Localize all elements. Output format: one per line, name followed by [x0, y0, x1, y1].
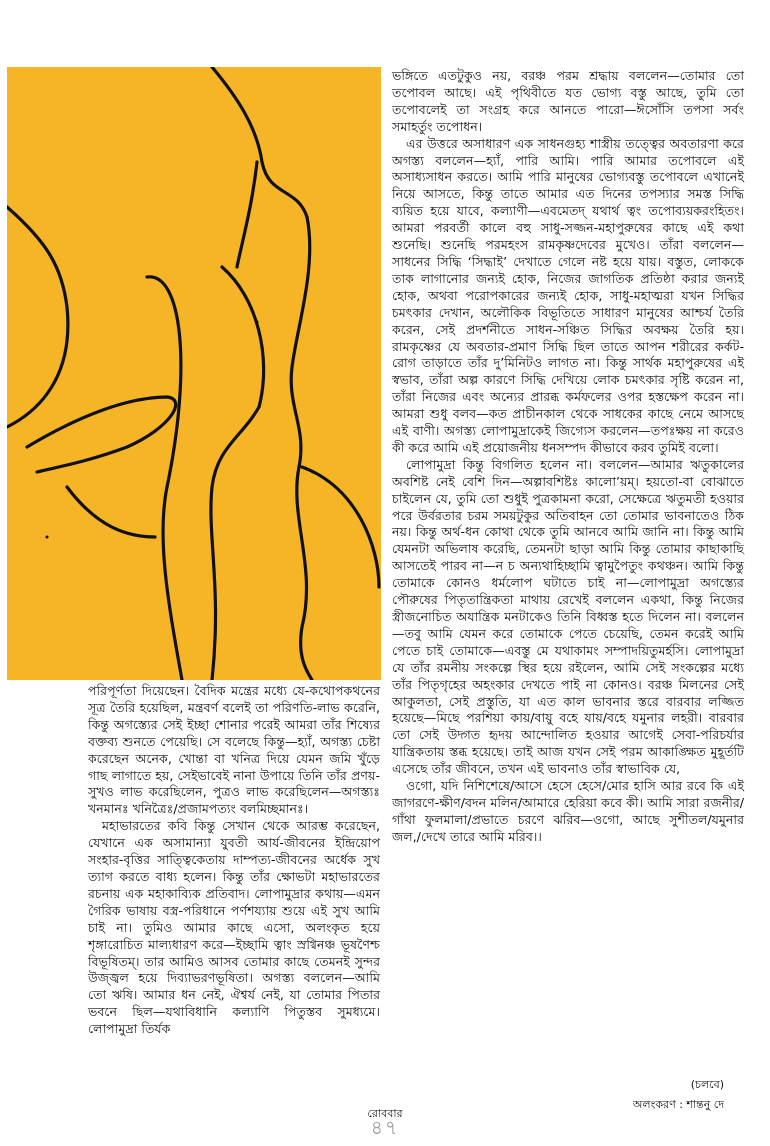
paragraph: ভঙ্গিতে এতটুকুও নয়, বরঞ্চ পরম শ্রদ্ধায় বললেন—তোমার তো তপোবল আছে। এই পৃথিবীতে যত ভোগ্য বস্তু আছে, তুমি তো তপোবলেই তা সংগ্রহ করে আনতে পারো—ঈসোঁসি তপসা সর্বং সমাহর্তুং তপোধন।: [392, 68, 744, 134]
article-column-right: [392, 68, 744, 846]
article-column-left: [88, 683, 380, 1038]
paragraph: পরিপূর্ণতা দিয়েছেন। বৈদিক মন্ত্রের মধ্যে যে-কথোপকথনের সূত্র তৈরি হয়েছিল, মন্ত্রবর্ণ বলেই তা পরিণতি-লাভ করেনি, কিন্তু অগস্ত্যের সেই ইচ্ছা শোনার পরেই আমরা তাঁর শিষ্যের বক্তব্য শুনতে পেয়েছি। সে বলেছে কিন্তু—হ্যাঁ, অগস্ত্য চেষ্টা করেছেন অনেক, খোন্তা বা খনিত্র দিয়ে যেমন জমি খুঁড়ে গাছ লাগাতে হয়, সেইভাবেই নানা উপায়ে তিনি তাঁর প্রণয়-সুখও লাভ করেছিলেন, পুত্রও লাভ করেছিলেন—অগস্ত্যঃ খনমানঃ খনিত্রৈঃ/প্রজামপত্যং বলমিচ্ছমানঃ।: [88, 683, 380, 817]
paragraph: মহাভারতের কবি কিন্তু সেখান থেকে আরম্ভ করেছেন, যেখানে এক অসামান্যা যুবতী আর্য-জীবনের ইন্দ্রিয়োপ সংহার-বৃত্তির সাত্ত্বিকেতায় দাম্পত্য-জীবনের অর্ধেক সুখ ত্যাগ করতে বাধ্য হলেন। কিন্তু তাঁর ক্ষোভটা মহাভারতের রচনায় এক মহাকাব্যিক প্রতিবাদ। লোপামুদ্রার কথায়—এমন গৈরিক ভাষায় বস্ত্র-পরিধানে পর্ণশয্যায় শুয়ে এই সুখ আমি চাই না। তুমিও আমার কাছে এসো, অলংকৃত হয়ে শৃঙ্গারোচিত মাল্যধারণ করে—ইচ্ছামি ত্বাং স্রগ্বিনঞ্চ ভূষণৈশ্চ বিভূষিতম্‌। তার আমিও আসব তোমার কাছে তেমনই সুন্দর উজ্জ্বল হয়ে দিব্যাভরণভূষিতা। অগস্ত্য বললেন—আমি তো ঋষি। আমার ধন নেই, ঐশ্বর্য নেই, যা তোমার পিতার ভবনে ছিল—যথাবিধানি কল্যাণি পিতুস্তব সুমধ্যমে। লোপামুদ্রা তির্যক: [88, 818, 380, 1037]
line-drawing-faces: [7, 67, 381, 680]
paragraph: লোপামুদ্রা কিন্তু বিগলিত হলেন না। বললেন—আমার ঋতুকালের অবশিষ্ট নেই বেশি দিন—অল্পাবশিষ্টঃ কালো’য়ম্‌। হয়তো-বা বোঝাতে চাইলেন যে, তুমি তো শুধুই পুত্রকামনা করো, সেক্ষেত্রে ঋতুমতী হওয়ার পরে উর্বরতার চরম সময়টুকুর অতিবাহন তো তোমার ভাবনাতেও ঠিক নয়। কিন্তু অর্থ-ধন কোথা থেকে তুমি আনবে আমি জানি না। কিন্তু আমি যেমনটা অভিলাষ করেছি, তেমনটা ছাড়া আমি কিন্তু তোমার কাছাকাছি আসতেই পারব না—ন চ অন্যথাহিচ্ছামি ত্বামুপৈতুং কথঞ্চন। আমি কিন্তু তোমাকে কোনও ধর্মলোপ ঘটাতে চাই না—লোপামুদ্রা অগস্ত্যের পৌরুষের পিতৃতান্ত্রিকতা মাথায় রেখেই বললেন একথা, কিন্তু নিজের স্ত্রীজনোচিত অযান্ত্রিক মনটাকেও তিনি বিধ্বস্ত হতে দিলেন না। বললেন—তবু আমি যেমন করে তোমাকে পেতে চেয়েছি, তেমন করেই আমি পেতে চাই তোমাকে—এবস্তু মে যথাকামং সম্পাদয়িতুমর্হসি। লোপামুদ্রা যে তাঁর রমনীয় সংকল্পে স্থির হয়ে রইলেন, আমি সেই সংকল্পের মধ্যে তাঁর পিতৃগৃহের অহংকার দেখতে পাই না কোনও। বরঞ্চ মিলনের সেই আকুলতা, সেই প্রস্তুতি, যা এত কাল ভাবনার স্তরে বারবার লজ্জিত হয়েছে—মিছে পরশিয়া কায়/বায়ু বহে যায়/বহে যমুনার লহরী। বারবার তো সেই উদ্গত হৃদয় আন্দোলিত হওয়ার আগেই সেবা-পরিচর্যার যান্ত্রিকতায় স্তব্ধ হয়েছে। তাই আজ যখন সেই পরম আকাঙ্ক্ষিত মুহূর্তটি এসেছে তাঁর জীবনে, তখন এই ভাবনাও তাঁর স্বাভাবিক যে,: [392, 456, 744, 777]
continued-note: (চলবে): [690, 1078, 724, 1091]
magazine-name: রোববার: [367, 1107, 403, 1120]
page-number: ৪৭: [370, 1117, 400, 1139]
paragraph: এর উত্তরে অসাধারণ এক সাধনগুহ্য শাস্ত্রীয় তত্ত্বের অবতারণা করে অগস্ত্য বললেন—হ্যাঁ, পারি আমি। পারি আমার তপোবলে এই অসাধ্যসাধন করতে। আমি পারি মানুষের ভোগ্যবস্তু তপোবলে এখানেই নিয়ে আসতে, কিন্তু তাতে আমার এত দিনের তপস্যার সমস্ত সিদ্ধি ব্যয়িত হয়ে যাবে, কল্যাণী—এবমেতদ্‌ যথার্থ ত্বং তপোব্যয়করংহিতং। আমরা পরবর্তী কালে বহু সাধু-সজ্জন-মহাপুরুষের কাছে এই কথা শুনেছি। শুনেছি পরমহংস রামকৃষ্ণদেবের মুখেও। তাঁরা বললেন—সাধনের সিদ্ধি ‘সিদ্ধাই’ দেখাতে গেলে নষ্ট হয়ে যায়। বস্তুত, লোককে তাক লাগানোর জন্যই হোক, নিজের জাগতিক প্রতিষ্ঠা করার জন্যই হোক, অথবা পরোপকারের জন্যই হোক, সাধু-মহাত্মরা যখন সিদ্ধির চমৎকার দেখান, অলৌকিক বিভূতিতে সাধারণ মানুষের আশ্চর্য তৈরি করেন, সেই প্রদর্শনীতে সাধন-সঞ্চিত সিদ্ধির অবক্ষয় তৈরি হয়। রামকৃষ্ণের যে অবতার-প্রমাণ সিদ্ধি ছিল তাতে আপন শরীরের কর্কট-রোগ তাড়াতে তাঁর দু’মিনিটও লাগত না। কিন্তু সার্থক মহাপুরুষের এই স্বভাব, তাঁরা অল্প কারণে সিদ্ধি দেখিয়ে লোক চমৎকার সৃষ্টি করেন না, তাঁরা নিজের এবং অন্যের প্রারব্ধ কর্মফলের ওপর হস্তক্ষেপ করেন না। আমরা শুধু বলব—কত প্রাচীনকাল থেকে সাধকের কাছে নেমে আসছে এই বাণী। অগস্ত্য লোপামুদ্রাকেই জিগ্যেস করলেন—তপঃক্ষয় না করেও কী করে আমি এই প্রয়োজনীয় ধনসম্পদ কীভাবে করব তুমিই বলো।: [392, 135, 744, 455]
verse: ওগো, যদি নিশিশেষে/আসে হেসে হেসে/মোর হাসি আর রবে কি এই জাগরণে-ক্ষীণ/বদন মলিন/আমারে হেরিয়া কবে কী। আমি সারা রজনীর/গাঁথা ফুলমালা/প্রভাতে চরণে ঝরিব—ওগো, আছে সুশীতল/যমুনার জল,/দেখে তারে আমি মরিব।।: [392, 778, 744, 844]
illustration: [7, 67, 381, 680]
illustration-credit: অলংকরণ : শান্তনু দে: [632, 1098, 724, 1111]
